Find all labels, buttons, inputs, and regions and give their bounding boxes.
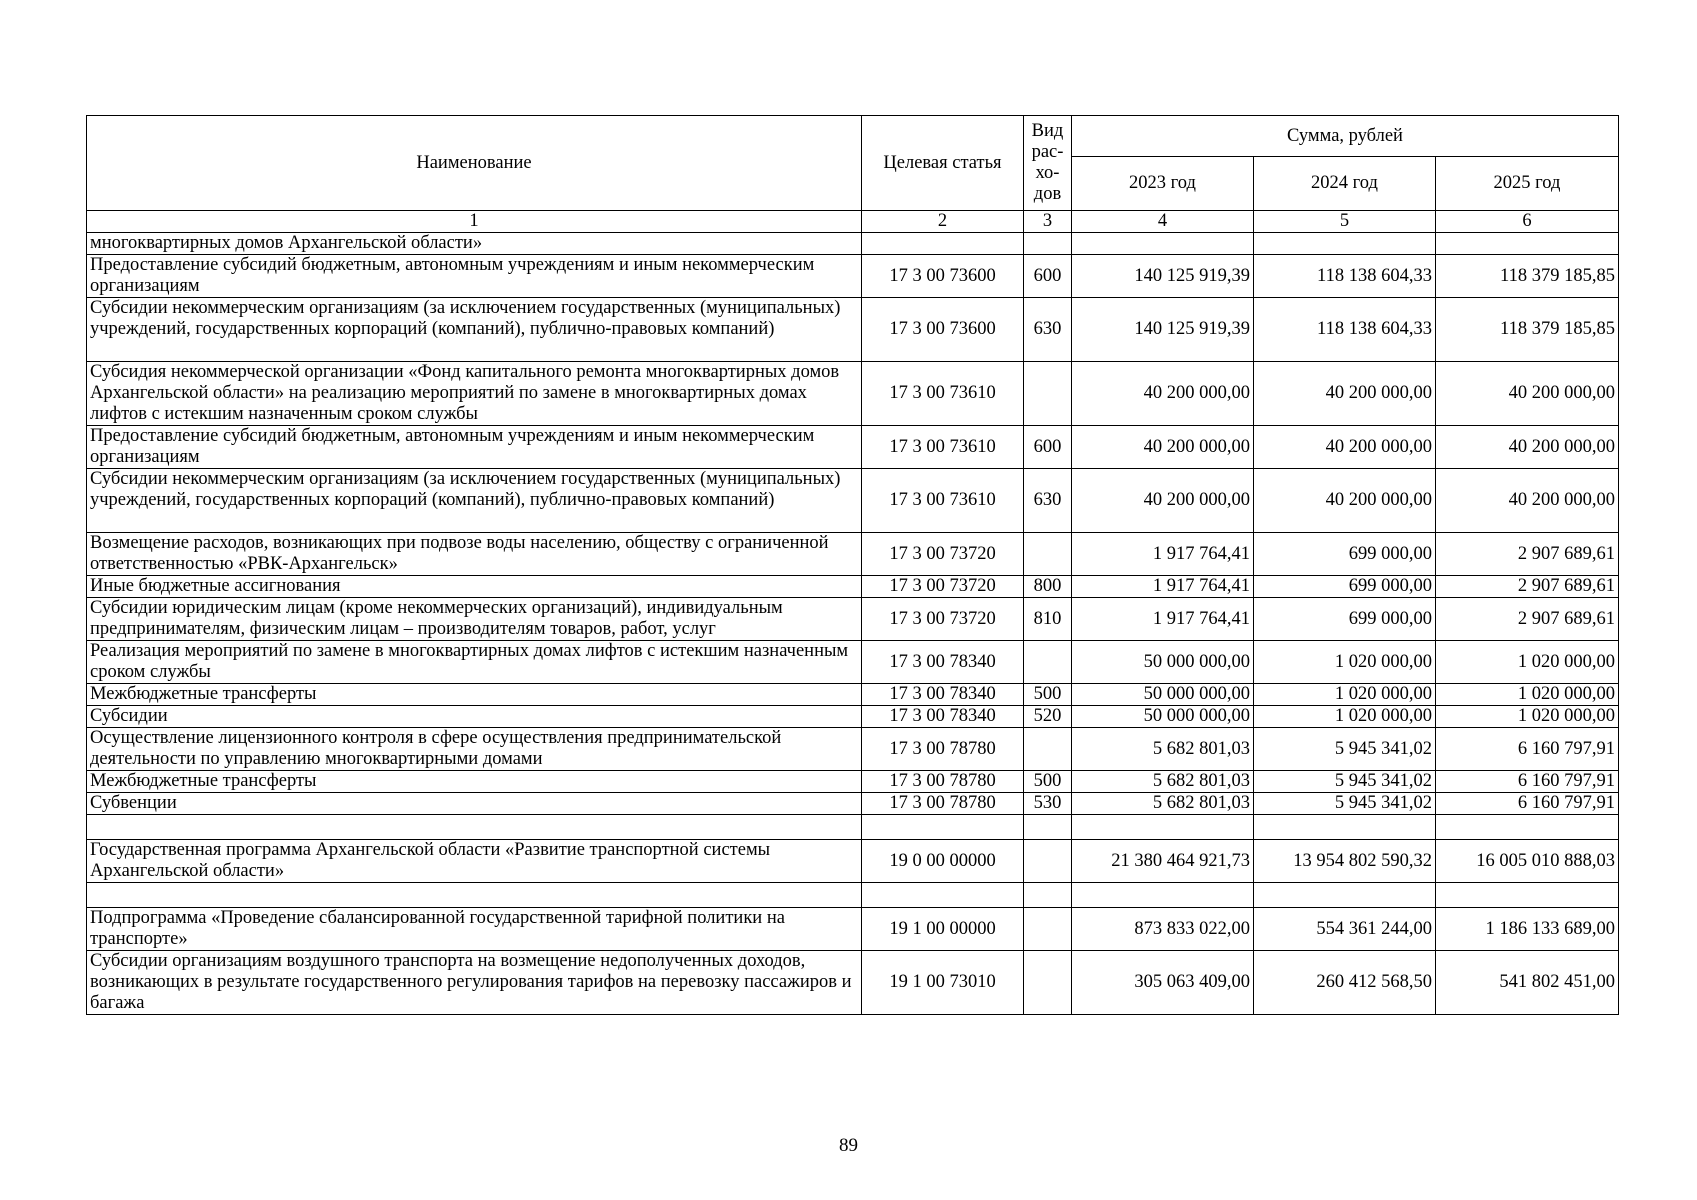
- row-expense-type: [1024, 951, 1072, 1015]
- row-expense-type: 600: [1024, 426, 1072, 469]
- row-sum-2025: 118 379 185,85: [1436, 255, 1619, 298]
- row-sum-2024: 118 138 604,33: [1254, 298, 1436, 362]
- row-name: Субсидии юридическим лицам (кроме некоммерческих организаций), индивидуальным предпринимателям, физическим лицам – производителям товаров, работ, услуг: [87, 598, 862, 641]
- row-sum-2023: 40 200 000,00: [1072, 362, 1254, 426]
- row-code: 17 3 00 78340: [862, 706, 1024, 728]
- row-expense-type: 530: [1024, 793, 1072, 815]
- row-sum-2023: 21 380 464 921,73: [1072, 840, 1254, 883]
- table-row-subprogram: [87, 908, 1619, 951]
- header-2023: 2023 год: [1072, 157, 1254, 211]
- row-sum-2024: 699 000,00: [1254, 576, 1436, 598]
- row-sum-2025: 2 907 689,61: [1436, 533, 1619, 576]
- row-name: Иные бюджетные ассигнования: [87, 576, 862, 598]
- row-sum-2024: 5 945 341,02: [1254, 771, 1436, 793]
- row-code: [862, 815, 1024, 840]
- row-expense-type: [1024, 840, 1072, 883]
- row-code: 17 3 00 73610: [862, 362, 1024, 426]
- column-number: 1: [87, 211, 862, 233]
- row-sum-2025: 6 160 797,91: [1436, 771, 1619, 793]
- row-sum-2025: 6 160 797,91: [1436, 793, 1619, 815]
- row-code: [862, 233, 1024, 255]
- row-sum-2023: 140 125 919,39: [1072, 298, 1254, 362]
- table-row: [87, 255, 1619, 298]
- row-sum-2024: [1254, 233, 1436, 255]
- row-expense-type: 800: [1024, 576, 1072, 598]
- table-row: [87, 233, 1619, 255]
- row-sum-2024: 40 200 000,00: [1254, 469, 1436, 533]
- row-name: Государственная программа Архангельской области «Развитие транспортной системы Архангельской области»: [87, 840, 862, 883]
- row-name: Осуществление лицензионного контроля в сфере осуществления предпринимательской деятельности по управлению многоквартирными домами: [87, 728, 862, 771]
- header-sum: Сумма, рублей: [1072, 116, 1619, 157]
- row-code: [862, 883, 1024, 908]
- table-row: [87, 426, 1619, 469]
- row-sum-2024: 699 000,00: [1254, 598, 1436, 641]
- row-name: [87, 815, 862, 840]
- row-sum-2025: 40 200 000,00: [1436, 469, 1619, 533]
- row-sum-2023: 5 682 801,03: [1072, 728, 1254, 771]
- row-sum-2024: 554 361 244,00: [1254, 908, 1436, 951]
- table-row: [87, 576, 1619, 598]
- row-sum-2025: 1 020 000,00: [1436, 641, 1619, 684]
- row-name: многоквартирных домов Архангельской области»: [87, 233, 862, 255]
- row-name: Возмещение расходов, возникающих при подвозе воды населению, обществу с ограниченной ответственностью «РВК-Архангельск»: [87, 533, 862, 576]
- row-code: 17 3 00 73610: [862, 426, 1024, 469]
- row-name: Межбюджетные трансферты: [87, 771, 862, 793]
- row-code: 17 3 00 73610: [862, 469, 1024, 533]
- row-sum-2025: 1 186 133 689,00: [1436, 908, 1619, 951]
- row-expense-type: [1024, 233, 1072, 255]
- row-sum-2023: 40 200 000,00: [1072, 426, 1254, 469]
- table-row: [87, 362, 1619, 426]
- row-sum-2024: 5 945 341,02: [1254, 728, 1436, 771]
- row-sum-2023: 1 917 764,41: [1072, 598, 1254, 641]
- row-sum-2025: 40 200 000,00: [1436, 426, 1619, 469]
- row-sum-2023: 140 125 919,39: [1072, 255, 1254, 298]
- row-name: Субсидии некоммерческим организациям (за исключением государственных (муниципальных) учреждений, государственных корпораций (компаний), публично-правовых компаний): [87, 469, 862, 533]
- row-sum-2024: 5 945 341,02: [1254, 793, 1436, 815]
- row-sum-2023: 1 917 764,41: [1072, 533, 1254, 576]
- row-sum-2023: 50 000 000,00: [1072, 706, 1254, 728]
- header-expense-type: Вид рас-хо-дов: [1024, 116, 1072, 211]
- row-sum-2023: 50 000 000,00: [1072, 684, 1254, 706]
- row-name: Субсидия некоммерческой организации «Фонд капитального ремонта многоквартирных домов Архангельской области» на реализацию мероприятий по замене в многоквартирных домах лифтов с истекшим назначенным сроком службы: [87, 362, 862, 426]
- row-name: Субсидии некоммерческим организациям (за исключением государственных (муниципальных) учреждений, государственных корпораций (компаний), публично-правовых компаний): [87, 298, 862, 362]
- column-number: 5: [1254, 211, 1436, 233]
- row-sum-2024: 40 200 000,00: [1254, 426, 1436, 469]
- row-sum-2023: 5 682 801,03: [1072, 793, 1254, 815]
- row-sum-2025: 2 907 689,61: [1436, 576, 1619, 598]
- table-row: [87, 951, 1619, 1015]
- row-code: 17 3 00 73600: [862, 298, 1024, 362]
- row-expense-type: [1024, 533, 1072, 576]
- row-sum-2025: 118 379 185,85: [1436, 298, 1619, 362]
- row-sum-2023: 305 063 409,00: [1072, 951, 1254, 1015]
- row-sum-2024: [1254, 883, 1436, 908]
- row-sum-2023: 873 833 022,00: [1072, 908, 1254, 951]
- row-sum-2024: 13 954 802 590,32: [1254, 840, 1436, 883]
- row-expense-type: 500: [1024, 684, 1072, 706]
- page-number: 89: [839, 1135, 858, 1156]
- row-sum-2025: [1436, 815, 1619, 840]
- row-code: 17 3 00 78780: [862, 793, 1024, 815]
- row-expense-type: [1024, 815, 1072, 840]
- row-sum-2023: 40 200 000,00: [1072, 469, 1254, 533]
- row-expense-type: [1024, 641, 1072, 684]
- row-sum-2023: 5 682 801,03: [1072, 771, 1254, 793]
- row-expense-type: 630: [1024, 469, 1072, 533]
- row-code: 17 3 00 73720: [862, 576, 1024, 598]
- row-code: 19 0 00 00000: [862, 840, 1024, 883]
- row-name: Межбюджетные трансферты: [87, 684, 862, 706]
- row-sum-2025: 541 802 451,00: [1436, 951, 1619, 1015]
- row-name: Реализация мероприятий по замене в многоквартирных домах лифтов с истекшим назначенным сроком службы: [87, 641, 862, 684]
- row-code: 17 3 00 73600: [862, 255, 1024, 298]
- row-code: 17 3 00 73720: [862, 533, 1024, 576]
- row-sum-2024: 118 138 604,33: [1254, 255, 1436, 298]
- row-sum-2025: 40 200 000,00: [1436, 362, 1619, 426]
- row-expense-type: [1024, 362, 1072, 426]
- header-target: Целевая статья: [862, 116, 1024, 211]
- row-sum-2025: 1 020 000,00: [1436, 706, 1619, 728]
- row-name: Субсидии организациям воздушного транспорта на возмещение недополученных доходов, возникающих в результате государственного регулирования тарифов на перевозку пассажиров и багажа: [87, 951, 862, 1015]
- row-expense-type: [1024, 883, 1072, 908]
- row-sum-2023: [1072, 815, 1254, 840]
- row-code: 17 3 00 78780: [862, 771, 1024, 793]
- row-sum-2025: 1 020 000,00: [1436, 684, 1619, 706]
- row-name: Предоставление субсидий бюджетным, автономным учреждениям и иным некоммерческим организациям: [87, 255, 862, 298]
- row-expense-type: [1024, 728, 1072, 771]
- table-row: [87, 533, 1619, 576]
- row-sum-2023: [1072, 233, 1254, 255]
- row-code: 17 3 00 78340: [862, 641, 1024, 684]
- table-row: [87, 598, 1619, 641]
- table-row: [87, 793, 1619, 815]
- table-row: [87, 641, 1619, 684]
- row-expense-type: [1024, 908, 1072, 951]
- row-sum-2025: 16 005 010 888,03: [1436, 840, 1619, 883]
- row-sum-2023: [1072, 883, 1254, 908]
- row-sum-2024: [1254, 815, 1436, 840]
- row-sum-2025: 6 160 797,91: [1436, 728, 1619, 771]
- row-sum-2024: 699 000,00: [1254, 533, 1436, 576]
- header-2024: 2024 год: [1254, 157, 1436, 211]
- row-sum-2023: 50 000 000,00: [1072, 641, 1254, 684]
- row-expense-type: 600: [1024, 255, 1072, 298]
- table-row-spacer: [87, 815, 1619, 840]
- row-sum-2025: [1436, 233, 1619, 255]
- row-code: 19 1 00 73010: [862, 951, 1024, 1015]
- row-name: [87, 883, 862, 908]
- row-name: Подпрограмма «Проведение сбалансированной государственной тарифной политики на транспорте»: [87, 908, 862, 951]
- row-sum-2024: 260 412 568,50: [1254, 951, 1436, 1015]
- header-2025: 2025 год: [1436, 157, 1619, 211]
- column-number: 2: [862, 211, 1024, 233]
- row-sum-2024: 1 020 000,00: [1254, 684, 1436, 706]
- row-expense-type: 630: [1024, 298, 1072, 362]
- row-sum-2024: 1 020 000,00: [1254, 641, 1436, 684]
- row-code: 17 3 00 78340: [862, 684, 1024, 706]
- table-row: [87, 771, 1619, 793]
- row-sum-2025: 2 907 689,61: [1436, 598, 1619, 641]
- column-number: 3: [1024, 211, 1072, 233]
- table-row: [87, 706, 1619, 728]
- header-name: Наименование: [87, 116, 862, 211]
- column-number: 6: [1436, 211, 1619, 233]
- row-sum-2023: 1 917 764,41: [1072, 576, 1254, 598]
- table-row-spacer: [87, 883, 1619, 908]
- row-expense-type: 810: [1024, 598, 1072, 641]
- column-number-row: [87, 211, 1619, 233]
- table-row: [87, 684, 1619, 706]
- row-expense-type: 500: [1024, 771, 1072, 793]
- row-sum-2024: 1 020 000,00: [1254, 706, 1436, 728]
- row-sum-2024: 40 200 000,00: [1254, 362, 1436, 426]
- row-sum-2025: [1436, 883, 1619, 908]
- table-row: [87, 298, 1619, 362]
- row-expense-type: 520: [1024, 706, 1072, 728]
- table-row: [87, 469, 1619, 533]
- budget-table: [86, 115, 1619, 1015]
- row-name: Субсидии: [87, 706, 862, 728]
- table-row-program: [87, 840, 1619, 883]
- row-code: 17 3 00 73720: [862, 598, 1024, 641]
- row-name: Предоставление субсидий бюджетным, автономным учреждениям и иным некоммерческим организациям: [87, 426, 862, 469]
- column-number: 4: [1072, 211, 1254, 233]
- table-row: [87, 728, 1619, 771]
- row-code: 17 3 00 78780: [862, 728, 1024, 771]
- row-code: 19 1 00 00000: [862, 908, 1024, 951]
- row-name: Субвенции: [87, 793, 862, 815]
